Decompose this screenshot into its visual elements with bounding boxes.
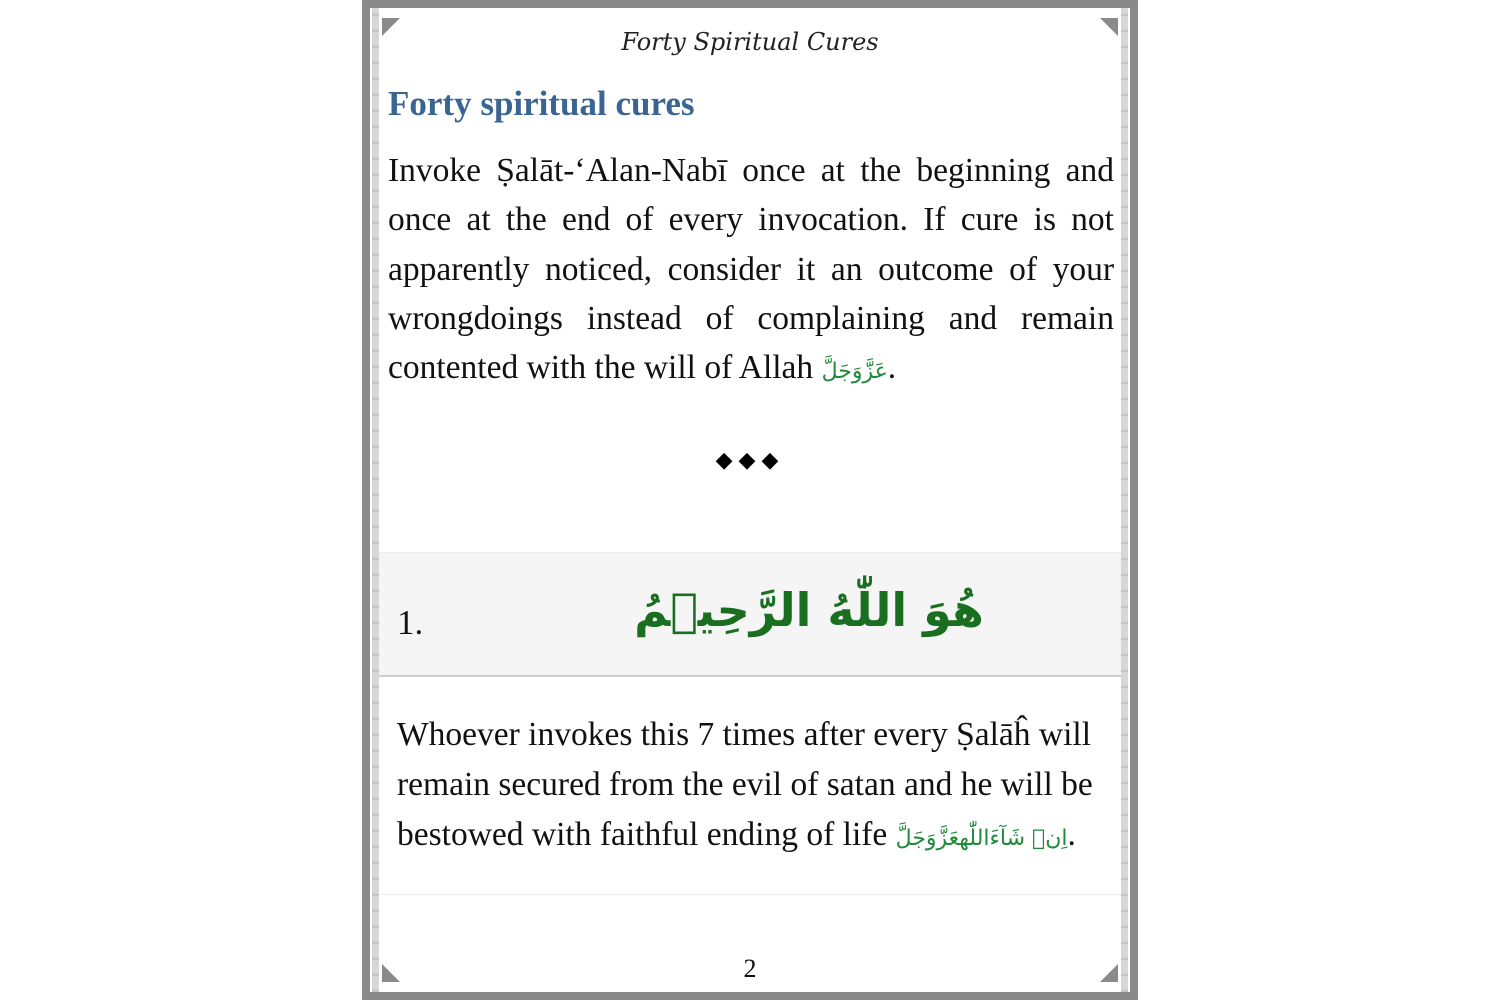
honorific-in-sha-allah: اِنۡ شَآءَاللّٰهعَزَّوَجَلَّ [895, 826, 1068, 851]
page-number: 2 [743, 954, 757, 983]
intro-paragraph [388, 146, 1114, 396]
honorific-azza-wa-jal: عَزَّوَجَلَّ [821, 359, 888, 385]
item-description-text: Whoever invokes this 7 times after every Ṣalāĥ will remain secured from the evil of satan and he will be bestowed with faithful ending of life [397, 716, 1093, 853]
item-number: 1. [397, 603, 424, 642]
page-border-top [370, 0, 1130, 8]
intro-text: Invoke Ṣalāt-‘Alan-Nabī once at the beginning and once at the end of every invocation. If cure is not apparently noticed, consider it an outcome of your wrongdoings instead of complaining and remain contented with the will of Allah [388, 152, 1114, 387]
bottom-divider [379, 894, 1121, 895]
item-end-punct: . [1067, 816, 1076, 853]
book-page [362, 0, 1138, 1000]
intro-end-punct: . [887, 349, 897, 387]
cure-item-header [379, 552, 1121, 677]
running-header: Forty Spiritual Cures [621, 28, 879, 56]
page-border-left [362, 0, 370, 1000]
section-title: Forty spiritual cures [388, 84, 695, 123]
page-border-bottom [370, 992, 1130, 1000]
item-description [397, 710, 1109, 864]
page-border-right-inner [1121, 0, 1128, 1000]
item-arabic-invocation: هُوَ اللّٰهُ الرَّحِيۡمُ [634, 583, 984, 637]
section-separator: ◆◆◆ [715, 448, 785, 473]
page-border-left-inner [372, 0, 379, 1000]
page-border-right [1130, 0, 1138, 1000]
